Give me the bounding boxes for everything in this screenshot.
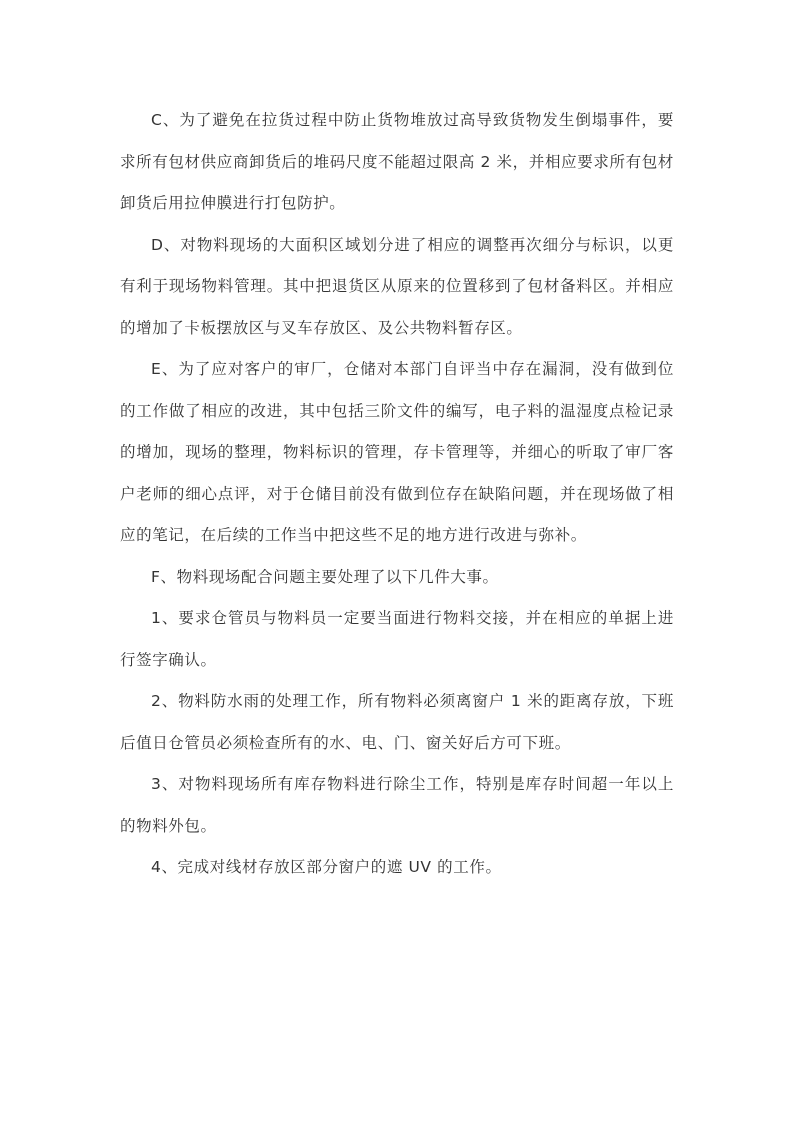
paragraph-item-1: 1、要求仓管员与物料员一定要当面进行物料交接，并在相应的单据上进行签字确认。 <box>120 609 674 669</box>
paragraph-item-2: 2、物料防水雨的处理工作，所有物料必须离窗户 1 米的距离存放，下班后值日仓管员必须检查所有的水、电、门、窗关好后方可下班。 <box>120 692 674 752</box>
paragraph-item-3: 3、对物料现场所有库存物料进行除尘工作，特别是库存时间超一年以上的物料外包。 <box>120 775 674 835</box>
paragraph-d: D、对物料现场的大面积区域划分进了相应的调整再次细分与标识，以更有利于现场物料管理。其中把退货区从原来的位置移到了包材备料区。并相应的增加了卡板摆放区与叉车存放区、及公共物料暂存区。 <box>120 235 674 337</box>
paragraph-f: F、物料现场配合问题主要处理了以下几件大事。 <box>151 567 499 586</box>
paragraph-c: C、为了避免在拉货过程中防止货物堆放过高导致货物发生倒塌事件，要求所有包材供应商卸货后的堆码尺度不能超过限高 2 米，并相应要求所有包材卸货后用拉伸膜进行打包防护。 <box>120 111 674 212</box>
paragraph-e: E、为了应对客户的审厂，仓储对本部门自评当中存在漏洞，没有做到位的工作做了相应的改进，其中包括三阶文件的编写，电子料的温湿度点检记录的增加，现场的整理，物料标识的管理，存卡管理等，并细心的听取了审厂客户老师的细心点评，对于仓储目前没有做到位存在缺陷问题，并在现场做了相应的笔记，在后续的工作当中把这些不足的地方进行改进与弥补。 <box>120 360 674 544</box>
paragraph-item-4: 4、完成对线材存放区部分窗户的遮 UV 的工作。 <box>151 858 502 876</box>
document-body <box>120 100 674 889</box>
